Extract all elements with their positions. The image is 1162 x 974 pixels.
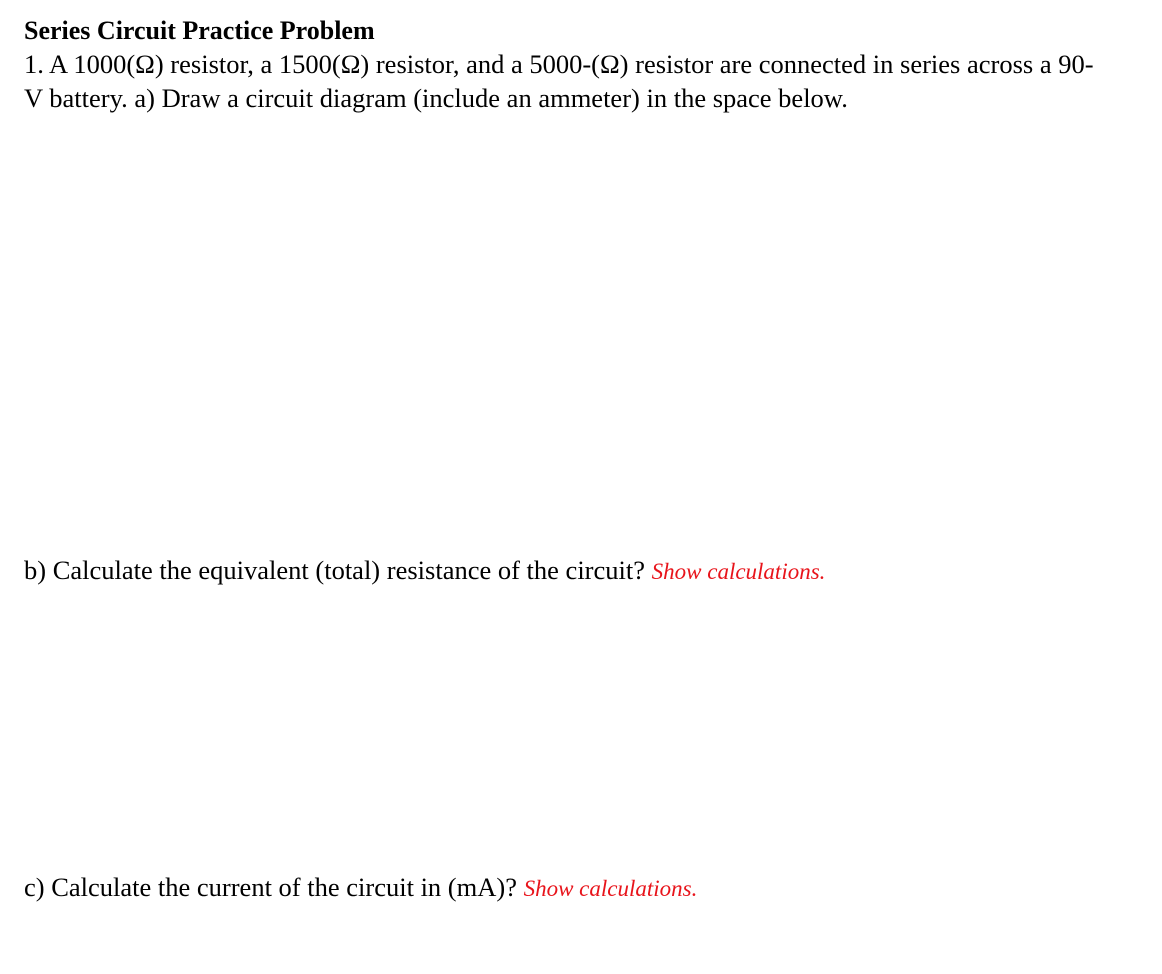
page-title: Series Circuit Practice Problem [24,16,375,45]
question-1-line-1: 1. A 1000(Ω) resistor, a 1500(Ω) resistor, and a 5000-(Ω) resistor are connected in series across a 90- [24,49,1094,79]
part-c-hint: Show calculations. [523,876,698,901]
part-b-hint: Show calculations. [651,559,826,584]
part-c-text: c) Calculate the current of the circuit in (mA)? [24,872,524,902]
question-part-b [24,553,825,589]
question-1-line-2: V battery. a) Draw a circuit diagram (include an ammeter) in the space below. [24,83,848,113]
diagram-answer-space [24,120,1134,540]
question-part-c [24,870,697,906]
part-b-answer-space [24,595,1134,855]
question-1 [24,47,1149,115]
part-b-text: b) Calculate the equivalent (total) resistance of the circuit? [24,555,652,585]
